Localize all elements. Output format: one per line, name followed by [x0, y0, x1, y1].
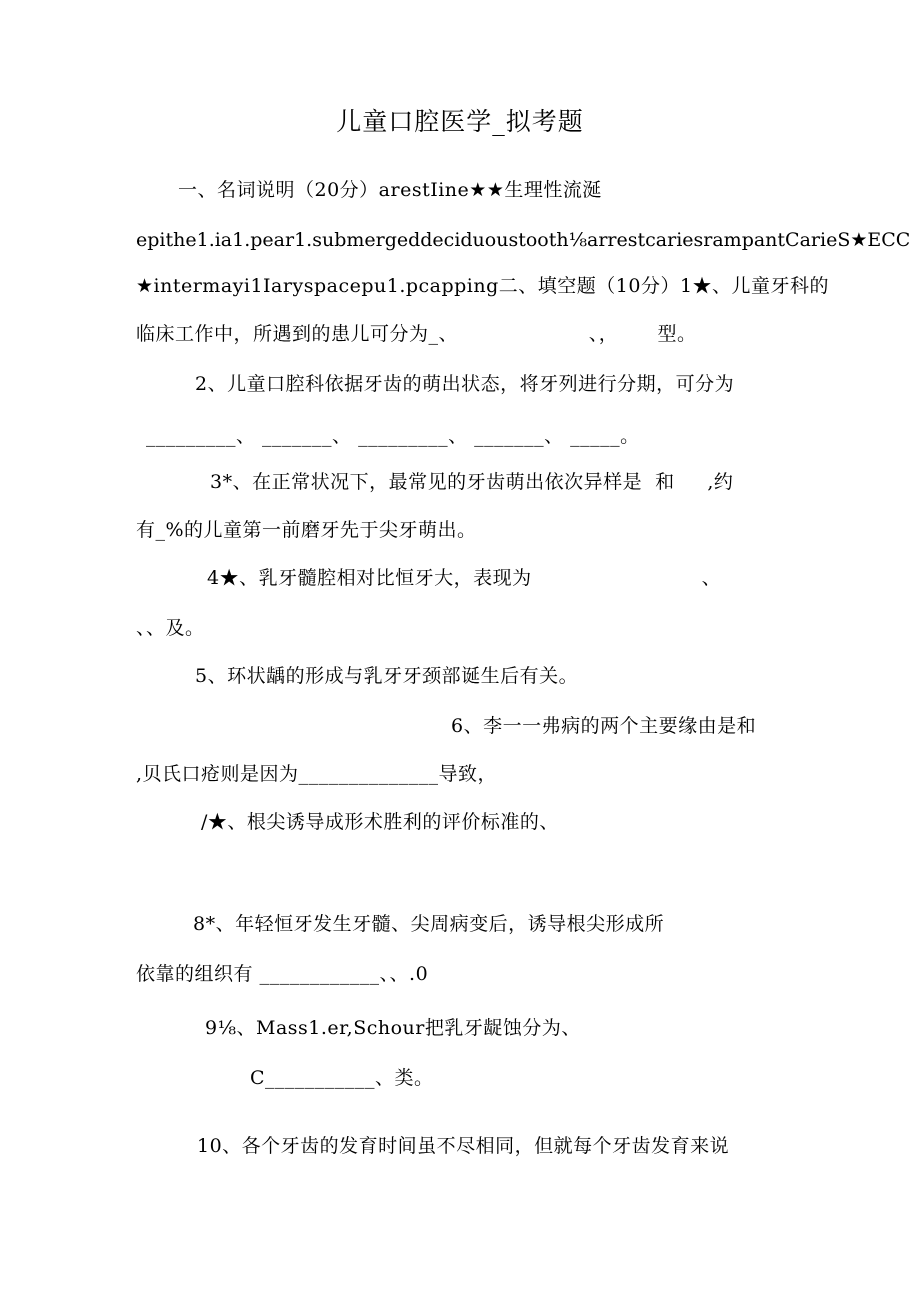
question-7: /★、根尖诱导成形术胜利的评价标准的、 [201, 811, 559, 833]
question-2-line-1: 2、儿童口腔科依据牙齿的萌出状态，将牙列进行分期，可分为 [195, 373, 735, 395]
question-4-line-1: 4★、乳牙髓腔相对比恒牙大，表现为 、 [207, 567, 722, 589]
question-2-blanks: _________、 _______、 _________、 _______、 _____。 [146, 425, 640, 447]
question-9-line-2: C___________、类。 [250, 1067, 434, 1089]
question-8-line-2: 依靠的组织有 ____________、、.0 [136, 963, 429, 985]
page-title: 儿童口腔医学_拟考题 [336, 107, 584, 136]
question-5: 5、环状龋的形成与乳牙牙颈部诞生后有关。 [195, 665, 579, 687]
question-8-line-1: 8*、年轻恒牙发生牙髓、尖周病变后，诱导根尖形成所 [193, 913, 665, 935]
terms-line-1: epithe1.ia1.pear1.submergeddeciduoustooth⅛arrestcariesrampantCarieS★ECC [136, 229, 911, 251]
question-9-line-1: 9⅛、Mass1.er,Schour把乳牙龊蚀分为、 [205, 1017, 581, 1039]
terms-line-2: ★intermayi1Iaryspacepu1.pcapping二、填空题（10分）1★、儿童牙科的 [136, 275, 830, 297]
question-6-line-2: ,贝氏口疮则是因为______________导致， [136, 763, 498, 785]
question-3-line-1: 3*、在正常状况下，最常见的牙齿萌出依次异样是 和 ,约 [210, 471, 734, 493]
question-10-line-1: 10、各个牙齿的发育时间虽不尽相同，但就每个牙齿发育来说 [197, 1135, 730, 1157]
question-3-line-2: 有_%的儿童第一前磨牙先于尖牙萌出。 [136, 519, 477, 541]
question-1-line-2: 临床工作中，所遇到的患儿可分为_、 、， 型。 [136, 323, 697, 345]
question-6-line-1: 6、李一一弗病的两个主要缘由是和 [451, 715, 757, 737]
question-4-line-2: 、、及。 [136, 617, 205, 639]
section-1-heading: 一、名词说明（20分）arestIine★★生理性流涎 [178, 179, 602, 201]
